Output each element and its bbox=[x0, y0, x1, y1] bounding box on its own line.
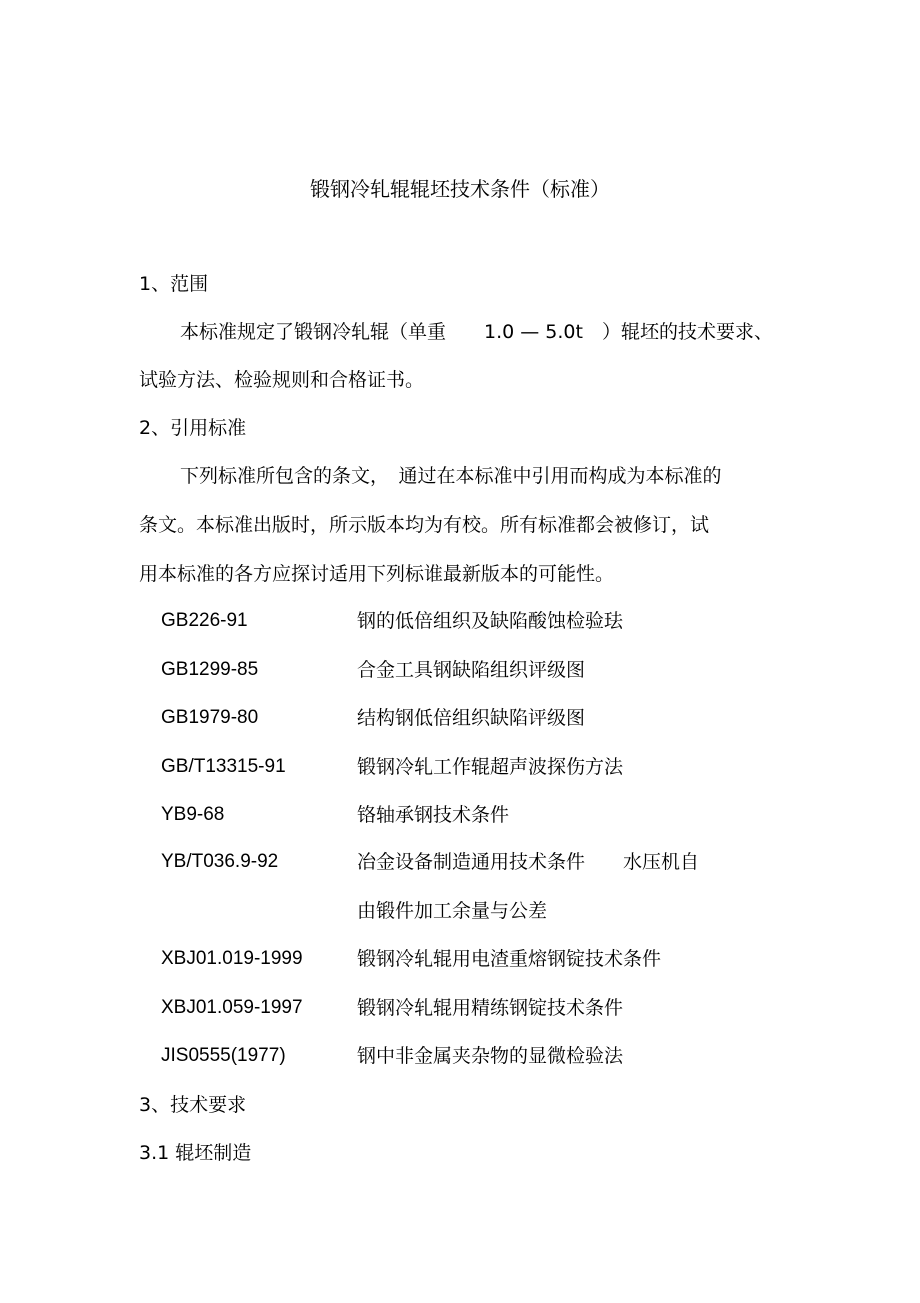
reference-name: 合金工具钢缺陷组织评级图 bbox=[357, 659, 586, 681]
reference-code: JIS0555(1977) bbox=[161, 1045, 286, 1066]
subsection-3-1-heading: 3.1 辊坯制造 bbox=[139, 1142, 252, 1164]
section-2-paragraph-line: 下列标准所包含的条文， 通过在本标准中引用而构成为本标准的 bbox=[180, 465, 722, 487]
section-2-paragraph-line: 用本标准的各方应探讨适用下列标谁最新版本的可能性。 bbox=[139, 563, 615, 585]
reference-name: 铬轴承钢技术条件 bbox=[357, 804, 510, 826]
reference-code: GB1979-80 bbox=[161, 707, 259, 728]
reference-name: 冶金设备制造通用技术条件 水压机自 bbox=[357, 851, 700, 873]
section-2-paragraph-line: 条文。本标准出版时，所示版本均为有校。所有标准都会被修订，试 bbox=[139, 514, 710, 536]
section-1-paragraph-line: 本标准规定了锻钢冷轧辊（单重 1.0 — 5.0t ）辊坯的技术要求、 bbox=[180, 321, 773, 343]
section-3-heading: 3、技术要求 bbox=[139, 1094, 247, 1116]
reference-code: GB1299-85 bbox=[161, 659, 259, 680]
reference-code: GB226-91 bbox=[161, 610, 248, 631]
reference-code: YB9-68 bbox=[161, 804, 225, 825]
reference-name: 钢中非金属夹杂物的显微检验法 bbox=[357, 1045, 624, 1067]
reference-name-continuation: 由锻件加工余量与公差 bbox=[357, 900, 548, 922]
reference-name: 结构钢低倍组织缺陷评级图 bbox=[357, 707, 586, 729]
reference-code: XBJ01.019-1999 bbox=[161, 948, 303, 969]
document-title: 锻钢冷轧辊辊坯技术条件（标准） bbox=[310, 177, 610, 201]
section-2-heading: 2、引用标准 bbox=[139, 417, 247, 439]
reference-name: 锻钢冷轧辊用精练钢锭技术条件 bbox=[357, 997, 624, 1019]
reference-name: 锻钢冷轧工作辊超声波探伤方法 bbox=[357, 756, 624, 778]
reference-code: XBJ01.059-1997 bbox=[161, 997, 303, 1018]
reference-code: YB/T036.9-92 bbox=[161, 851, 279, 872]
reference-code: GB/T13315-91 bbox=[161, 756, 286, 777]
section-1-paragraph-line: 试验方法、检验规则和合格证书。 bbox=[139, 369, 425, 391]
reference-name: 钢的低倍组织及缺陷酸蚀检验珐 bbox=[357, 610, 624, 632]
reference-name: 锻钢冷轧辊用电渣重熔钢锭技术条件 bbox=[357, 948, 662, 970]
section-1-heading: 1、范围 bbox=[139, 273, 209, 295]
